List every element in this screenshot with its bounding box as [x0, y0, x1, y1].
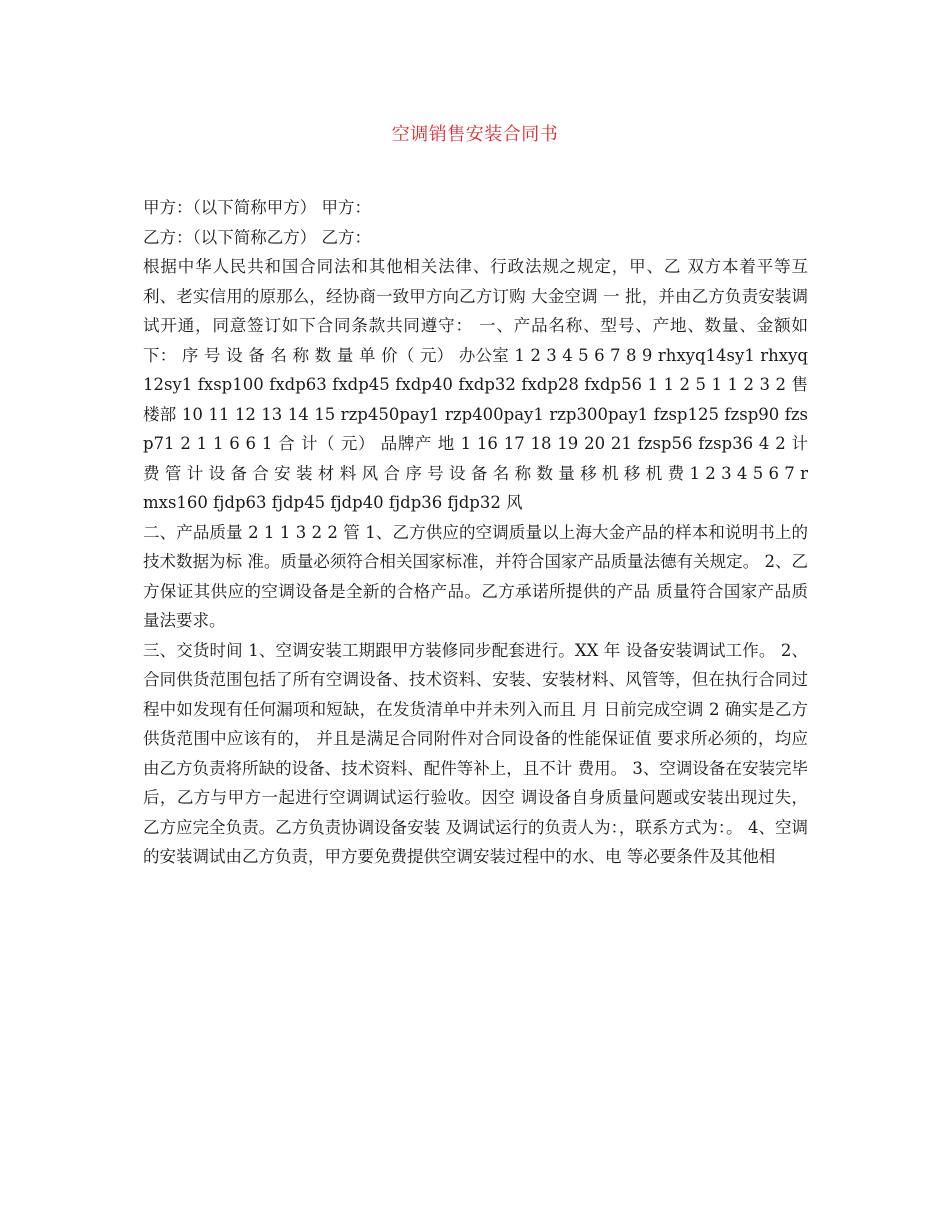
party-a-line: 甲方：（以下简称甲方） 甲方： [143, 198, 371, 217]
section-product-quality: 二、产品质量 2 1 1 3 2 2 管 1、乙方供应的空调质量以上海大金产品的样本和说明书上的技术数据为标 准。质量必须符合相关国家标准，并符合国家产品质量法德有关规定。 2、乙方保证其供应的空调设备是全新的合格产品。乙方承诺所提供的产品 质量符合国家产品质量法要求。 [143, 522, 808, 630]
document-body [143, 193, 808, 872]
preamble-and-product-list: 根据中华人民共和国合同法和其他相关法律、行政法规之规定，甲、乙 双方本着平等互利、老实信用的原那么，经协商一致甲方向乙方订购 大金空调 一 批，并由乙方负责安装调试开通，同意签订如下合同条款共同遵守： 一、产品名称、型号、产地、数量、金额如下： 序 号 设 备 名 称 数 量 单 价（ 元） 办公室 1 2 3 4 5 6 7 8 9 rhxyq14sy1 rhxyq12sy1 fxsp100 fxdp63 fxdp45 fxdp40 fxdp32 fxdp28 fxdp56 1 1 2 5 1 1 2 3 2 售楼部 10 11 12 13 14 15 rzp450pay1 rzp400pay1 rzp300pay1 fzsp125 fzsp90 fzsp71 2 1 1 6 6 1 合 计（ 元） 品牌产 地 1 16 17 18 19 20 21 fzsp56 fzsp36 4 2 计 费 管 计 设 备 合 安 装 材 料 风 合 序 号 设 备 名 称 数 量 移 机 移 机 费 1 2 3 4 5 6 7 rmxs160 fjdp63 fjdp45 fjdp40 fjdp36 fjdp32 风 [143, 257, 808, 512]
party-b-line: 乙方：（以下简称乙方） 乙方： [143, 227, 371, 247]
document-title: 空调销售安装合同书 [391, 124, 559, 145]
section-delivery-time: 三、交货时间 1、空调安装工期跟甲方装修同步配套进行。XX 年 设备安装调试工作。 2、合同供货范围包括了所有空调设备、技术资料、安装、安装材料、风管等，但在执行合同过程中如发现有任何漏项和短缺，在发货清单中并未列入而且 月 日前完成空调 2 确实是乙方供货范围中应该有的， 并且是满足合同附件对合同设备的性能保证值 要求所必须的，均应由乙方负责将所缺的设备、技术资料、配件等补上，且不计 费用。 3、空调设备在安装完毕后，乙方与甲方一起进行空调调试运行验收。因空 调设备自身质量问题或安装出现过失，乙方应完全负责。乙方负责协调设备安装 及调试运行的负责人为：，联系方式为：。 4、空调的安装调试由乙方负责，甲方要免费提供空调安装过程中的水、电 等必要条件及其他相 [143, 640, 808, 866]
